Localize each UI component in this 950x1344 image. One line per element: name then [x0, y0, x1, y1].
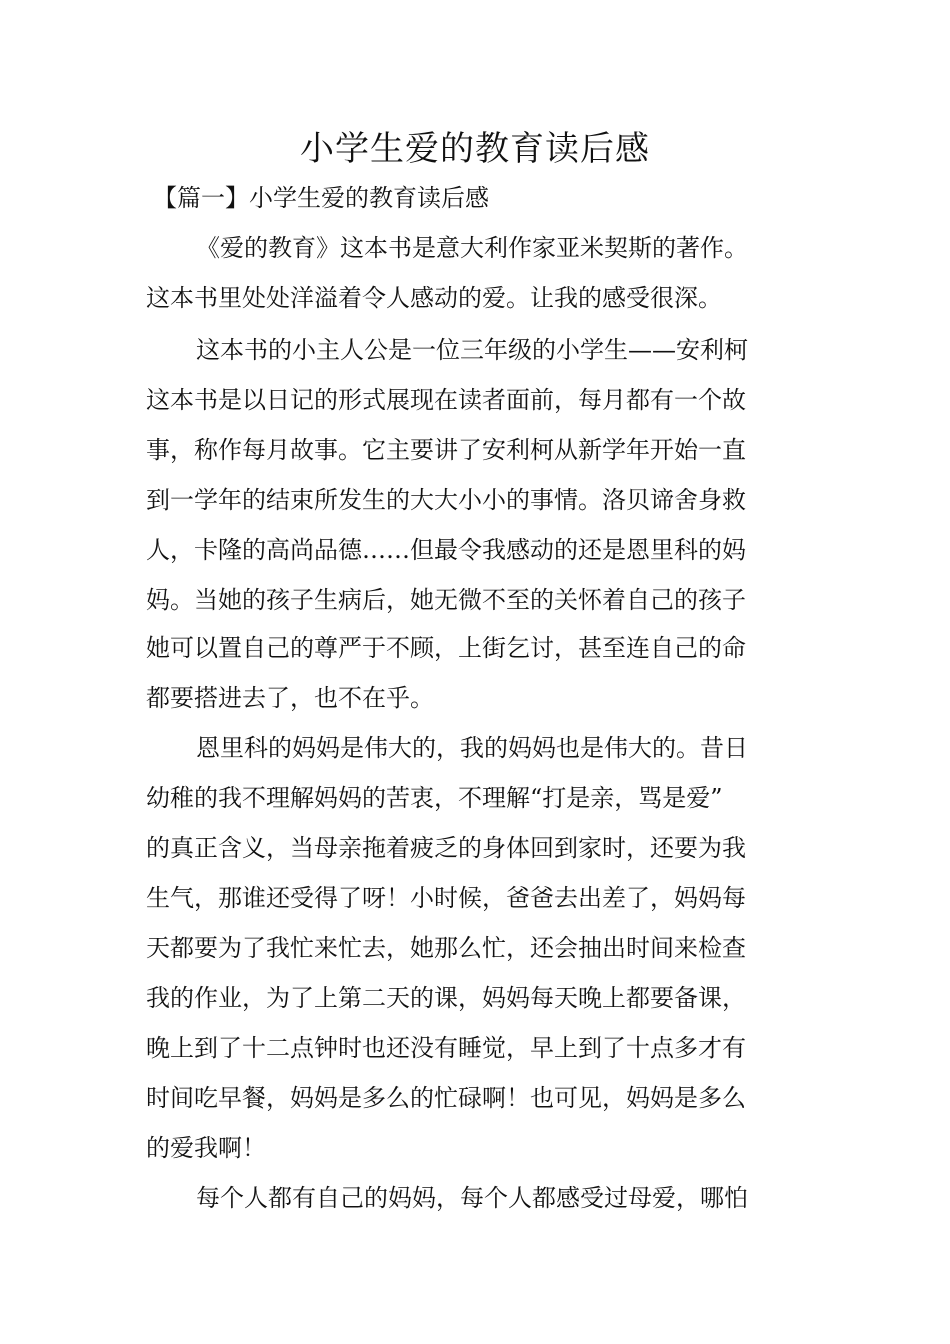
body-line: 她可以置自己的尊严于不顾，上街乞讨，甚至连自己的命 — [146, 634, 746, 662]
body-line: 恩里科的妈妈是伟大的，我的妈妈也是伟大的。昔日 — [196, 734, 748, 762]
body-line: 这本书是以日记的形式展现在读者面前，每月都有一个故 — [146, 386, 746, 414]
body-line: 的爱我啊！ — [146, 1134, 266, 1162]
body-line: 我的作业，为了上第二天的课，妈妈每天晚上都要备课， — [146, 984, 746, 1012]
body-line: 晚上到了十二点钟时也还没有睡觉，早上到了十点多才有 — [146, 1034, 746, 1062]
body-line: 天都要为了我忙来忙去，她那么忙，还会抽出时间来检查 — [146, 934, 746, 962]
body-line: 的真正含义，当母亲拖着疲乏的身体回到家时，还要为我 — [146, 834, 746, 862]
body-line: 这本书的小主人公是一位三年级的小学生——安利柯 — [196, 336, 748, 364]
body-line: 幼稚的我不理解妈妈的苦衷，不理解“打是亲，骂是爱” — [146, 784, 723, 812]
section-heading: 【篇一】小学生爱的教育读后感 — [153, 184, 489, 212]
document-title: 小学生爱的教育读后感 — [300, 129, 650, 169]
body-line: 到一学年的结束所发生的大大小小的事情。洛贝谛舍身救 — [146, 486, 746, 514]
body-line: 都要搭进去了，也不在乎。 — [146, 684, 434, 712]
body-line: 人，卡隆的高尚品德……但最令我感动的还是恩里科的妈 — [146, 536, 746, 564]
body-line: 每个人都有自己的妈妈，每个人都感受过母爱，哪怕 — [196, 1184, 748, 1212]
body-line: 这本书里处处洋溢着令人感动的爱。让我的感受很深。 — [146, 284, 722, 312]
body-line: 生气，那谁还受得了呀！小时候，爸爸去出差了，妈妈每 — [146, 884, 746, 912]
body-line: 妈。当她的孩子生病后，她无微不至的关怀着自己的孩子 — [146, 586, 746, 614]
body-line: 《爱的教育》这本书是意大利作家亚米契斯的著作。 — [196, 234, 748, 262]
body-line: 事，称作每月故事。它主要讲了安利柯从新学年开始一直 — [146, 436, 746, 464]
body-line: 时间吃早餐，妈妈是多么的忙碌啊！也可见，妈妈是多么 — [146, 1084, 746, 1112]
